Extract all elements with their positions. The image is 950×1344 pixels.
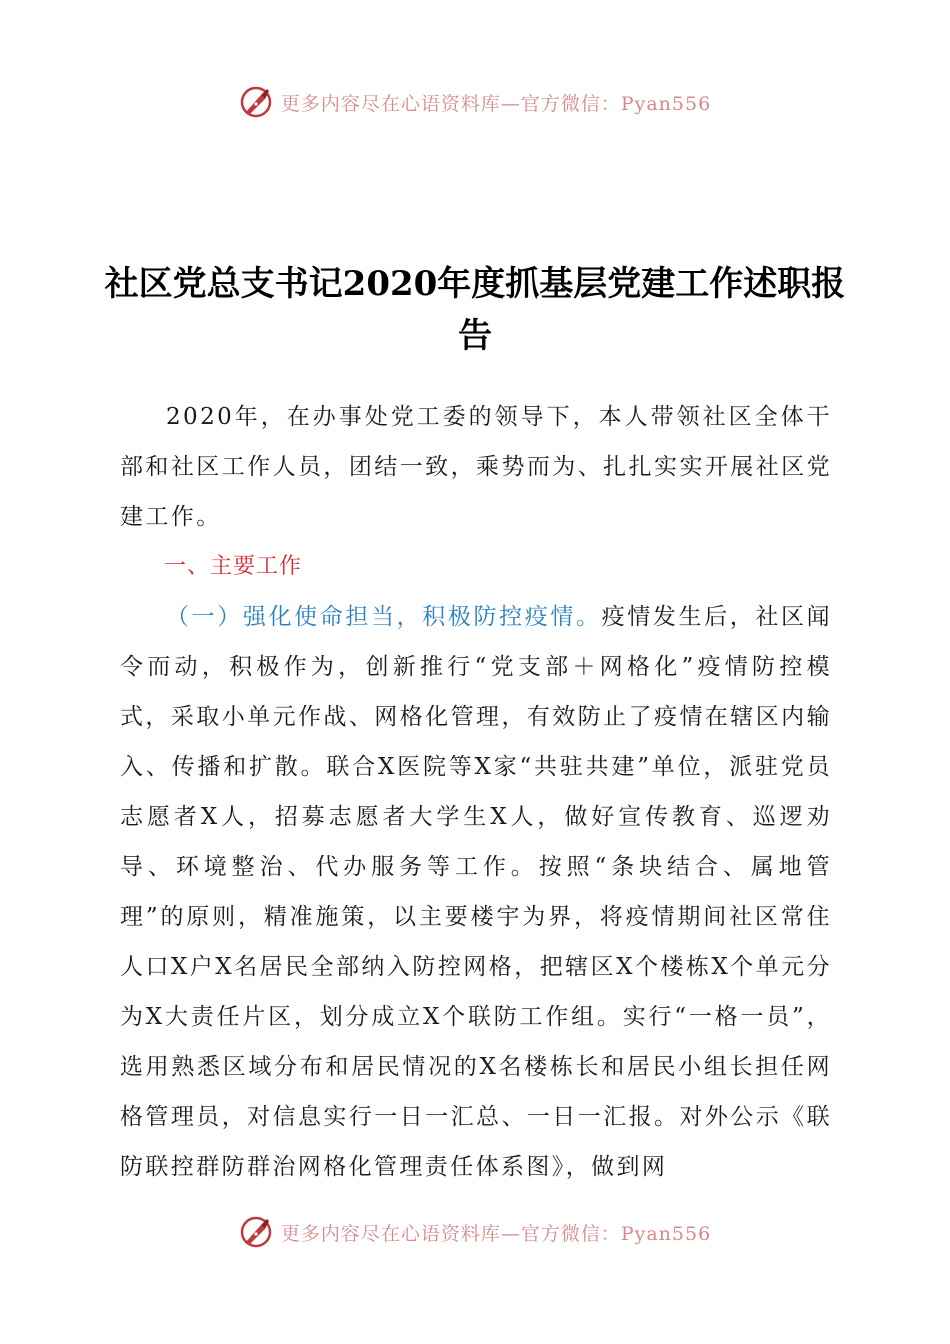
- section-heading: 一、主要工作: [164, 554, 303, 579]
- pen-nib-logo-icon: [239, 85, 273, 119]
- subsection-paragraph: [120, 592, 832, 1192]
- watermark-text: 更多内容尽在心语资料库—官方微信：Pyan556: [280, 92, 712, 115]
- intro-paragraph: 2020年，在办事处党工委的领导下，本人带领社区全体干部和社区工作人员，团结一致，乘势而为、扎扎实实开展社区党建工作。: [120, 404, 832, 530]
- subsection-body: 疫情发生后，社区闻令而动，积极作为，创新推行“党支部＋网格化”疫情防控模式，采取小单元作战、网格化管理，有效防止了疫情在辖区内输入、传播和扩散。联合X医院等X家“共驻共建”单位，派驻党员志愿者X人，招募志愿者大学生X人，做好宣传教育、巡逻劝导、环境整治、代办服务等工作。按照“条块结合、属地管理”的原则，精准施策，以主要楼宇为界，将疫情期间社区常住人口X户X名居民全部纳入防控网格，把辖区X个楼栋X个单元分为X大责任片区，划分成立X个联防工作组。实行“一格一员”，选用熟悉区域分布和居民情况的X名楼栋长和居民小组长担任网格管理员，对信息实行一日一汇总、一日一汇报。对外公示《联防联控群防群治网格化管理责任体系图》，做到网: [120, 604, 832, 1180]
- watermark-text: 更多内容尽在心语资料库—官方微信：Pyan556: [280, 1222, 712, 1245]
- footer-watermark: [0, 1212, 950, 1252]
- document-body: [120, 392, 832, 1192]
- pen-nib-logo-icon: [239, 1215, 273, 1249]
- header-watermark: [0, 82, 950, 122]
- document-title: 社区党总支书记2020年度抓基层党建工作述职报告: [104, 264, 846, 356]
- subsection-heading: （一）强化使命担当，积极防控疫情。: [166, 604, 602, 630]
